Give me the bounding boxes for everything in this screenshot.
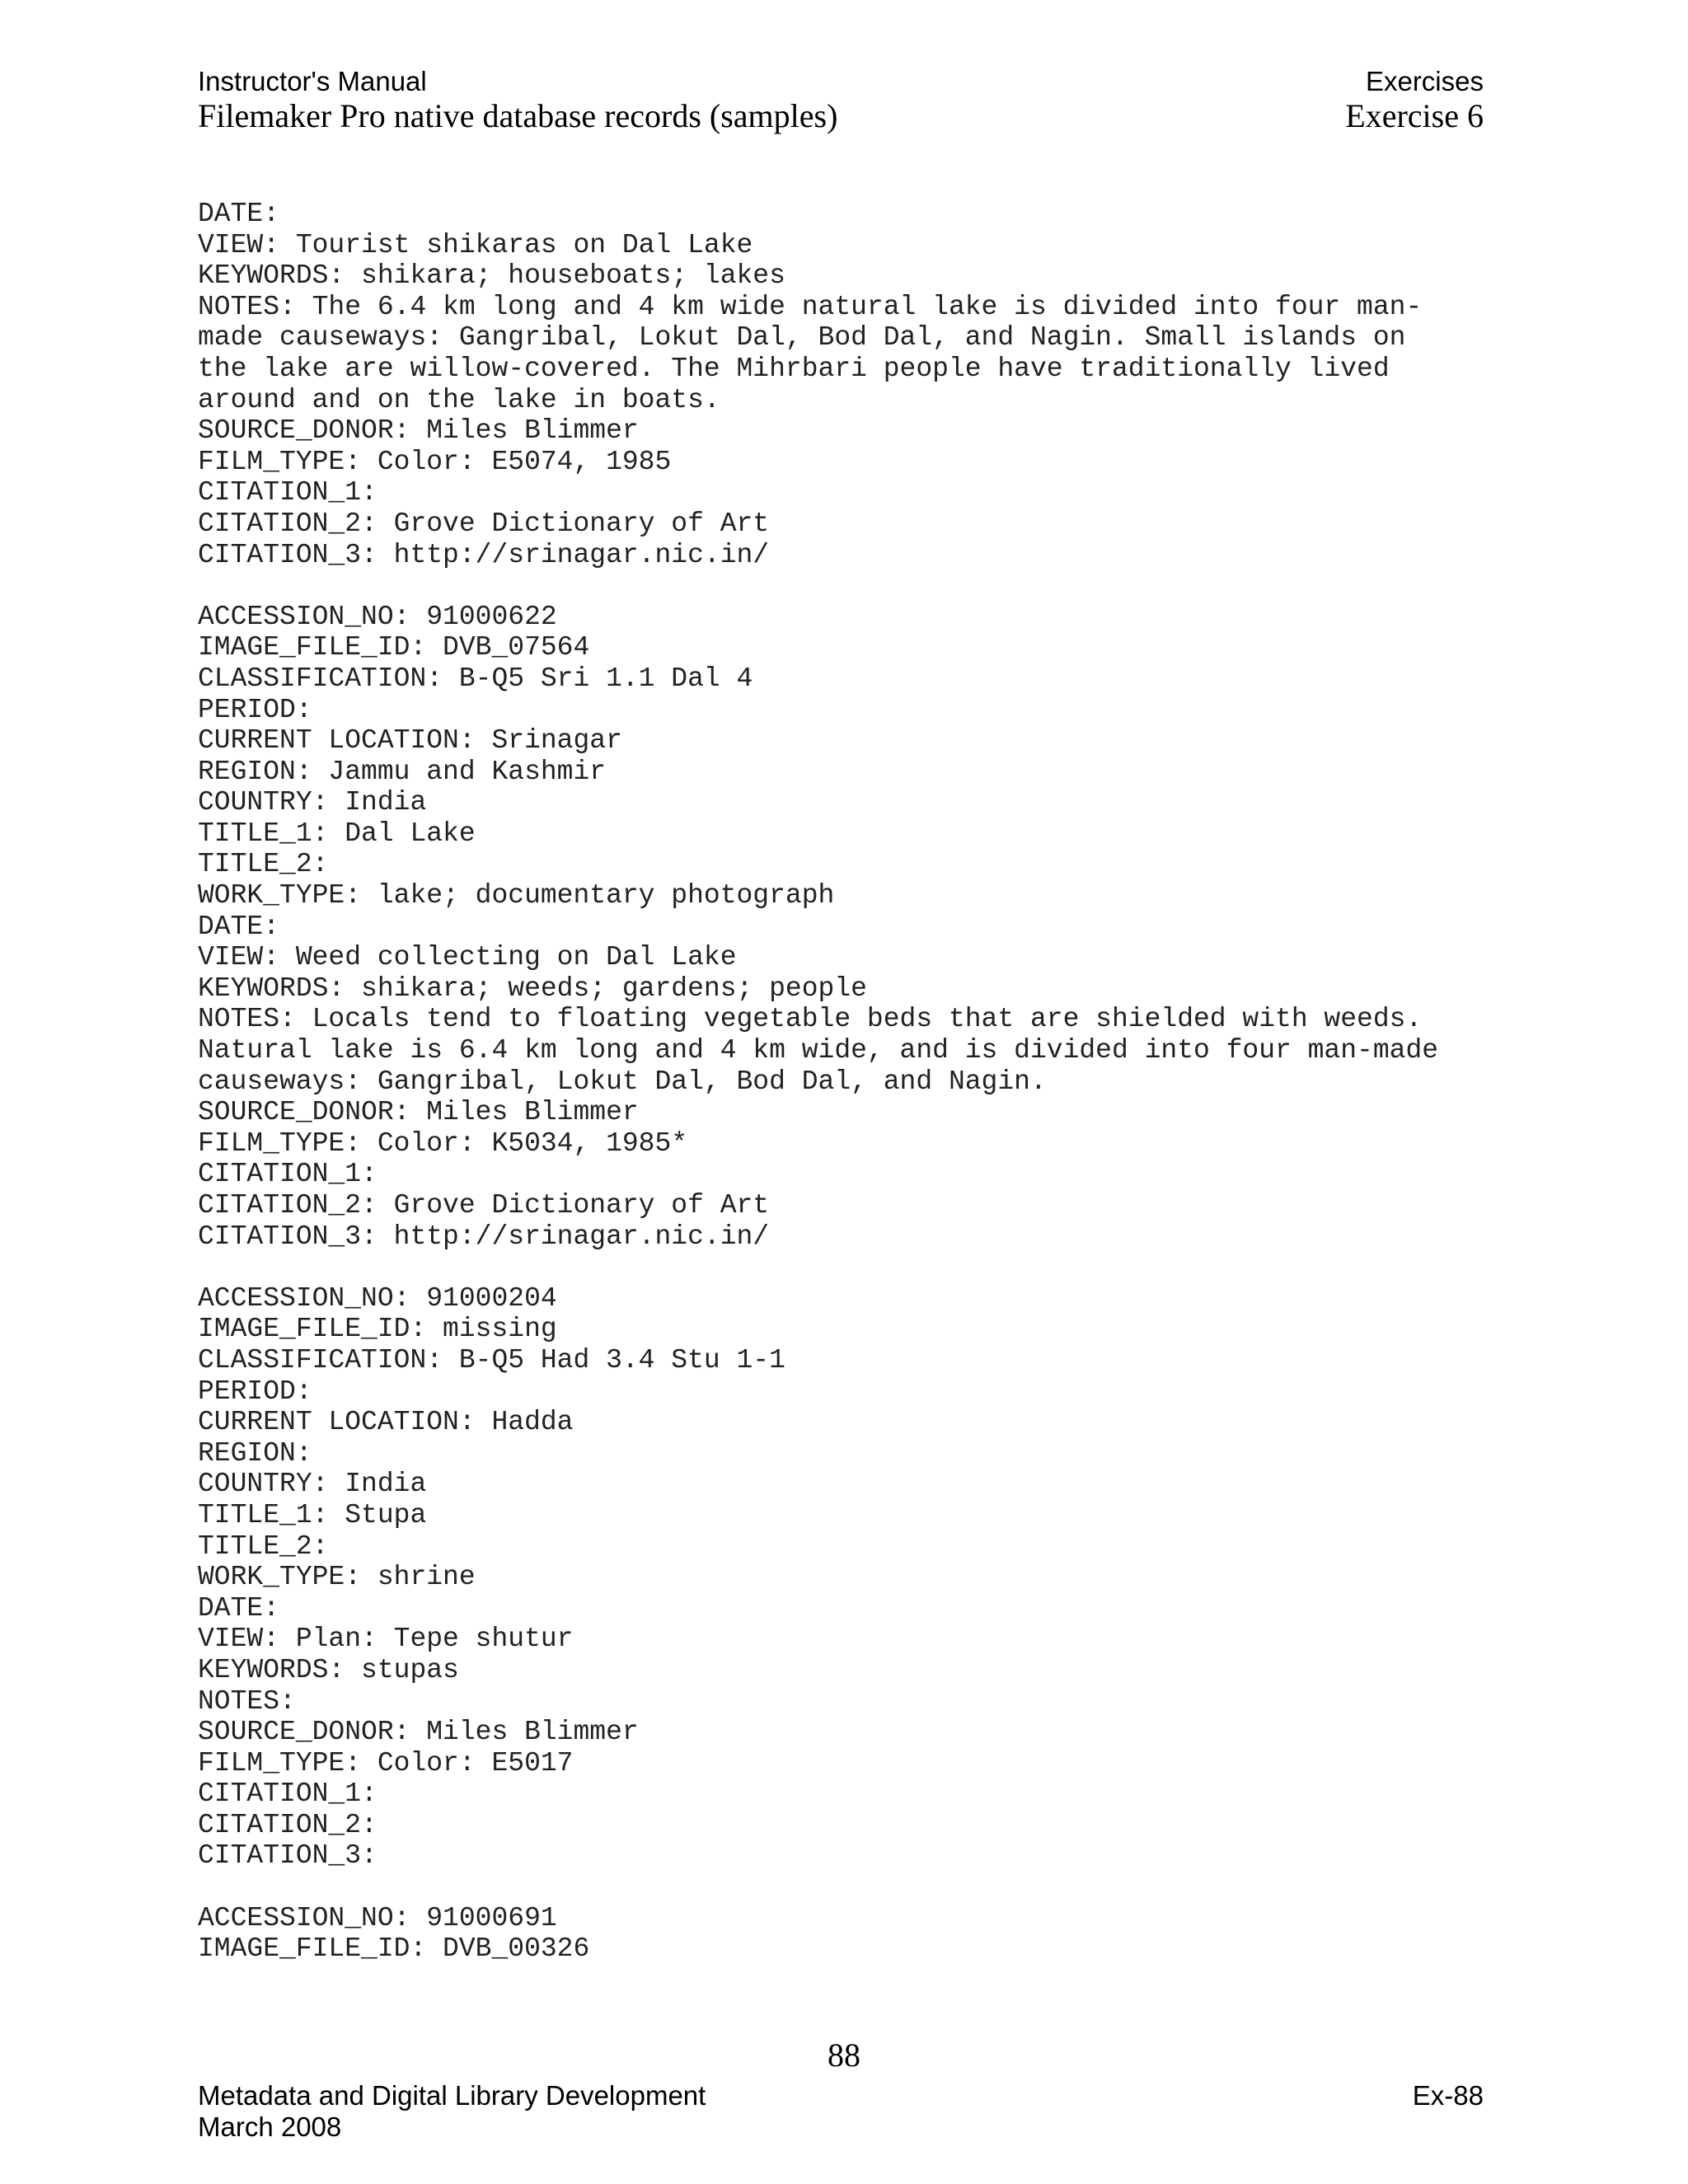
record-field-line: CURRENT LOCATION: Srinagar xyxy=(198,725,622,757)
record-field-line: KEYWORDS: stupas xyxy=(198,1654,459,1685)
record-field-line: PERIOD: xyxy=(198,694,312,725)
record-field-line: NOTES: Locals tend to floating vegetable beds that are shielded with weeds. xyxy=(198,1004,1423,1035)
record-field-line: the lake are willow-covered. The Mihrbari people have traditionally lived xyxy=(198,353,1390,384)
record-field-line: SOURCE_DONOR: Miles Blimmer xyxy=(198,415,639,447)
database-record xyxy=(198,1903,1517,1965)
footer-page-code: Ex-88 xyxy=(1412,2080,1484,2111)
record-field-line: CITATION_1: xyxy=(198,477,377,509)
database-record xyxy=(198,199,1517,570)
footer xyxy=(198,2080,1484,2111)
record-field-line: Natural lake is 6.4 km long and 4 km wide, and is divided into four man-made xyxy=(198,1035,1439,1066)
record-field-line: PERIOD: xyxy=(198,1376,312,1407)
record-field-line: IMAGE_FILE_ID: DVB_07564 xyxy=(198,632,590,663)
manual-label: Instructor's Manual xyxy=(198,66,427,96)
record-field-line: DATE: xyxy=(198,911,280,942)
record-separator xyxy=(198,1252,1517,1283)
record-field-line: CITATION_2: xyxy=(198,1809,377,1840)
footer-course-title: Metadata and Digital Library Development xyxy=(198,2080,706,2111)
record-field-line: CITATION_2: Grove Dictionary of Art xyxy=(198,508,770,539)
record-field-line: VIEW: Plan: Tepe shutur xyxy=(198,1624,574,1655)
record-field-line: KEYWORDS: shikara; houseboats; lakes xyxy=(198,260,785,292)
record-field-line: CLASSIFICATION: B-Q5 Sri 1.1 Dal 4 xyxy=(198,663,753,694)
record-field-line: IMAGE_FILE_ID: DVB_00326 xyxy=(198,1933,590,1965)
record-field-line: TITLE_2: xyxy=(198,849,329,880)
record-field-line: CITATION_3: xyxy=(198,1840,377,1872)
record-field-line: ACCESSION_NO: 91000691 xyxy=(198,1902,557,1933)
record-field-line: TITLE_1: Stupa xyxy=(198,1499,427,1530)
record-field-line: CURRENT LOCATION: Hadda xyxy=(198,1407,574,1438)
record-field-line: ACCESSION_NO: 91000204 xyxy=(198,1282,557,1314)
record-field-line: ACCESSION_NO: 91000622 xyxy=(198,601,557,632)
record-field-line: CITATION_1: xyxy=(198,1779,377,1810)
footer-date: March 2008 xyxy=(198,2111,342,2142)
record-field-line: CITATION_3: http://srinagar.nic.in/ xyxy=(198,1221,770,1252)
record-field-line: NOTES: The 6.4 km long and 4 km wide natural lake is divided into four man- xyxy=(198,291,1423,322)
record-field-line: TITLE_2: xyxy=(198,1530,329,1562)
running-header xyxy=(198,66,1484,97)
section-label: Exercises xyxy=(1365,66,1484,96)
database-record xyxy=(198,602,1517,1252)
exercise-label: Exercise 6 xyxy=(1345,97,1484,134)
record-field-line: WORK_TYPE: lake; documentary photograph xyxy=(198,880,835,912)
record-field-line: around and on the lake in boats. xyxy=(198,384,720,415)
record-field-line: CITATION_2: Grove Dictionary of Art xyxy=(198,1190,770,1221)
record-field-line: DATE: xyxy=(198,199,280,229)
record-field-line: DATE: xyxy=(198,1592,280,1624)
record-field-line: CLASSIFICATION: B-Q5 Had 3.4 Stu 1-1 xyxy=(198,1344,785,1376)
record-separator xyxy=(198,570,1517,602)
record-field-line: FILM_TYPE: Color: E5017 xyxy=(198,1747,574,1779)
record-field-line: CITATION_1: xyxy=(198,1159,377,1190)
page-heading xyxy=(198,96,1484,135)
record-field-line: FILM_TYPE: Color: E5074, 1985 xyxy=(198,446,672,477)
record-field-line: CITATION_3: http://srinagar.nic.in/ xyxy=(198,539,770,570)
page-number: 88 xyxy=(828,2036,860,2074)
record-field-line: VIEW: Weed collecting on Dal Lake xyxy=(198,942,737,973)
record-field-line: VIEW: Tourist shikaras on Dal Lake xyxy=(198,229,753,260)
record-field-line: COUNTRY: India xyxy=(198,1469,427,1500)
record-field-line: SOURCE_DONOR: Miles Blimmer xyxy=(198,1717,639,1748)
record-list xyxy=(198,199,1517,1965)
record-field-line: NOTES: xyxy=(198,1685,296,1717)
record-field-line: causeways: Gangribal, Lokut Dal, Bod Dal, and Nagin. xyxy=(198,1066,1047,1097)
record-separator xyxy=(198,1872,1517,1903)
record-field-line: REGION: xyxy=(198,1437,312,1469)
page-title: Filemaker Pro native database records (samples) xyxy=(198,97,838,134)
record-field-line: FILM_TYPE: Color: K5034, 1985* xyxy=(198,1127,688,1159)
record-field-line: IMAGE_FILE_ID: missing xyxy=(198,1314,557,1345)
database-record xyxy=(198,1283,1517,1872)
record-field-line: REGION: Jammu and Kashmir xyxy=(198,756,607,787)
record-field-line: made causeways: Gangribal, Lokut Dal, Bod Dal, and Nagin. Small islands on xyxy=(198,322,1406,354)
record-field-line: SOURCE_DONOR: Miles Blimmer xyxy=(198,1097,639,1128)
record-field-line: KEYWORDS: shikara; weeds; gardens; people xyxy=(198,972,867,1004)
record-field-line: COUNTRY: India xyxy=(198,787,427,818)
record-field-line: TITLE_1: Dal Lake xyxy=(198,818,476,849)
record-field-line: WORK_TYPE: shrine xyxy=(198,1562,476,1593)
